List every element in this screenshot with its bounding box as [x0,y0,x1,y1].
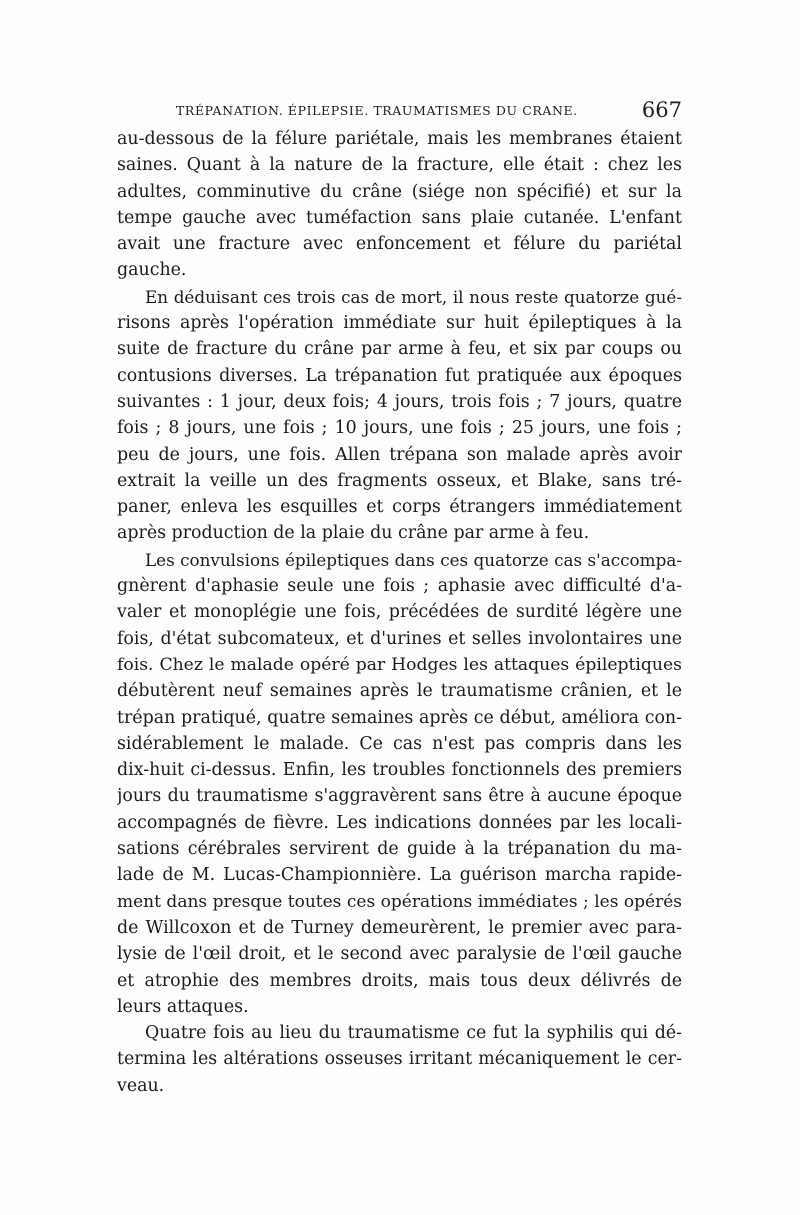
text-line: sidérablement le malade. Ce cas n'est pas compris dans les [117,733,682,754]
text-line: peu de jours, une fois. Allen trépana son malade après avoir [117,444,682,465]
body-text [117,126,682,1099]
text-line: suivantes : 1 jour, deux fois; 4 jours, trois fois ; 7 jours, quatre [117,391,682,412]
text-line: contusions diverses. La trépanation fut pratiquée aux époques [117,365,682,386]
text-line: paner, enleva les esquilles et corps étrangers immédiatement [117,497,682,518]
text-line: risons après l'opération immédiate sur huit épileptiques à la [117,313,682,334]
text-line: adultes, comminutive du crâne (siége non spécifié) et sur la [117,181,682,202]
text-line: gauche. [117,260,187,281]
text-line: lade de M. Lucas-Championnière. La guérison marcha rapide- [117,865,682,886]
text-line: fois. Chez le malade opéré par Hodges les attaques épileptiques [117,654,682,675]
text-line: trépan pratiqué, quatre semaines après ce début, améliora con- [117,707,682,728]
text-line: saines. Quant à la nature de la fracture, elle était : chez les [117,155,682,176]
text-line: fois ; 8 jours, une fois ; 10 jours, une fois ; 25 jours, une fois ; [117,418,682,439]
text-line: accompagnés de fièvre. Les indications données par les locali- [117,812,682,833]
text-line: au-dessous de la félure pariétale, mais les membranes étaient [117,129,682,149]
text-line: Quatre fois au lieu du traumatisme ce fut la syphilis qui dé- [145,1023,682,1044]
text-line: tempe gauche avec tuméfaction sans plaie cutanée. L'enfant [117,207,682,228]
text-line: et atrophie des membres droits, mais tous deux délivrés de [117,970,682,991]
running-title: TRÉPANATION. ÉPILEPSIE. TRAUMATISMES DU CRANE. [176,103,578,118]
text-line: extrait la veille un des fragments osseux, et Blake, sans tré- [117,470,682,491]
text-line: après production de la plaie du crâne par arme à feu. [117,523,590,544]
text-line: leurs attaques. [117,996,249,1017]
text-line: valer et monoplégie une fois, précédées de surdité légère une [117,602,682,623]
text-line: ment dans presque toutes ces opérations immédiates ; les opérés [117,891,682,912]
text-line: débutèrent neuf semaines après le traumatisme crânien, et le [117,681,682,702]
text-line: termina les altérations osseuses irritant mécaniquement le cer- [117,1049,682,1070]
text-line: avait une fracture avec enfoncement et félure du pariétal [117,234,682,255]
text-line: gnèrent d'aphasie seule une fois ; aphasie avec difficulté d'a- [117,576,682,597]
text-line: sations cérébrales servirent de guide à la trépanation du ma- [117,839,682,860]
text-line: de Willcoxon et de Turney demeurèrent, le premier avec para- [117,917,682,938]
text-line: suite de fracture du crâne par arme à feu, et six par coups ou [117,339,682,360]
page-header [176,98,682,122]
text-line: jours du traumatisme s'aggravèrent sans être à aucune époque [117,786,682,807]
text-line: veau. [117,1075,165,1096]
text-line: Les convulsions épileptiques dans ces quatorze cas s'accompa- [145,549,682,570]
text-line: dix-huit ci-dessus. Enfin, les troubles fonctionnels des premiers [117,760,682,781]
page-number: 667 [641,98,682,122]
text-line: En déduisant ces trois cas de mort, il nous reste quatorze gué- [145,286,682,307]
text-line: lysie de l'œil droit, et le second avec paralysie de l'œil gauche [117,944,682,965]
text-line: fois, d'état subcomateux, et d'urines et selles involontaires une [117,628,682,649]
